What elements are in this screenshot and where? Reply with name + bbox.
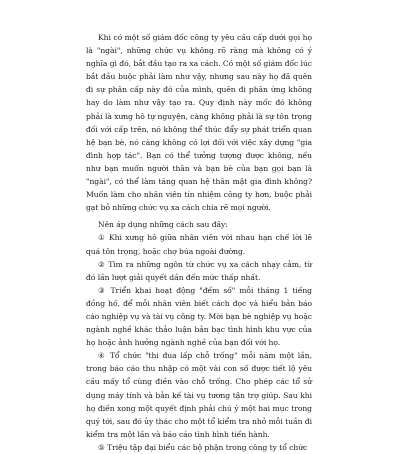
list-item-2: ② Tìm ra những ngôn từ chức vụ xa cách nhạy cảm, từ đó lần lượt giải quyết dần đến mức thấp nhất. (86, 259, 312, 282)
list-item-5: ⑤ Triệu tập đại biểu các bộ phận trong công ty tổ chức (98, 442, 308, 452)
list-item-3: ③ Triển khai hoạt động "đếm số" mỗi tháng 1 tiếng đồng hồ, để mỗi nhân viên biết cách đọc và hiểu bản báo cáo nghiệp vụ và tài vụ công ty. Mời bạn bè nghiệp vụ hoặc ngành nghề khác thảo luận bản bạc tình hình khu vực của họ hoặc ảnh hưởng ngành nghề của bạn đối với họ. (86, 285, 312, 348)
paragraph-intro: Khi có một số giám đốc công ty yêu cầu cấp dưới gọi họ là "ngài", những chức vụ không rõ ràng mà không có ý nghĩa gì đó, bắt đầu tạo ra xa cách. Có một số giám đốc lúc bắt đầu buộc phải làm như vậy, nhưng sau này họ đã quên đi sự phân cấp này đó của mình, quên đi phân ứng không hay do làm như vậy tạo ra. Quy định này mốc đó không phải là xưng hô tự nguyện, càng không phải là sự tôn trọng đối với cấp trên, nó không thể thúc đẩy sự phát triển quan hệ bạn bè, nó càng không có lợi đối với việc xây dựng "gia đình hợp tác". Bạn có thể tưởng tượng được không, nếu như bạn muốn người thân và bạn bè của bạn gọi bạn là "ngài", có thể làm tăng quan hệ thân mật gia đình không? Muốn làm cho nhân viên tín nhiệm công ty hơn, buộc phải gạt bỏ những chức vụ xa cách chia rẽ mọi người. (86, 33, 312, 213)
text-column (86, 31, 312, 454)
list-item-1: ① Khi xưng hô giữa nhân viên với nhau hạn chế lời lẽ quá tôn trọng, hoặc chợ búa ngoài đường. (86, 233, 312, 256)
paragraph-methods-heading: Nên áp dụng những cách sau đây: (98, 220, 228, 230)
list-item-4: ④ Tổ chức "thi đua lấp chỗ trống" mỗi năm một lần, trong báo cáo thu nhập có một vài con số được tiết lộ yêu cầu mấy tổ cùng điền vào chỗ trống. Cho phép các tổ sử dụng máy tính và bản kế tài vụ tương tận trợ giúp. Sau khi họ điền xong một quyết định phải chú ý một hai mục trong quý tới, sau đó ủy thác cho một tổ kiểm tra nhỏ mỗi tuần đi kiểm tra một lần và báo cáo tình hình tiến hành. (86, 351, 312, 439)
